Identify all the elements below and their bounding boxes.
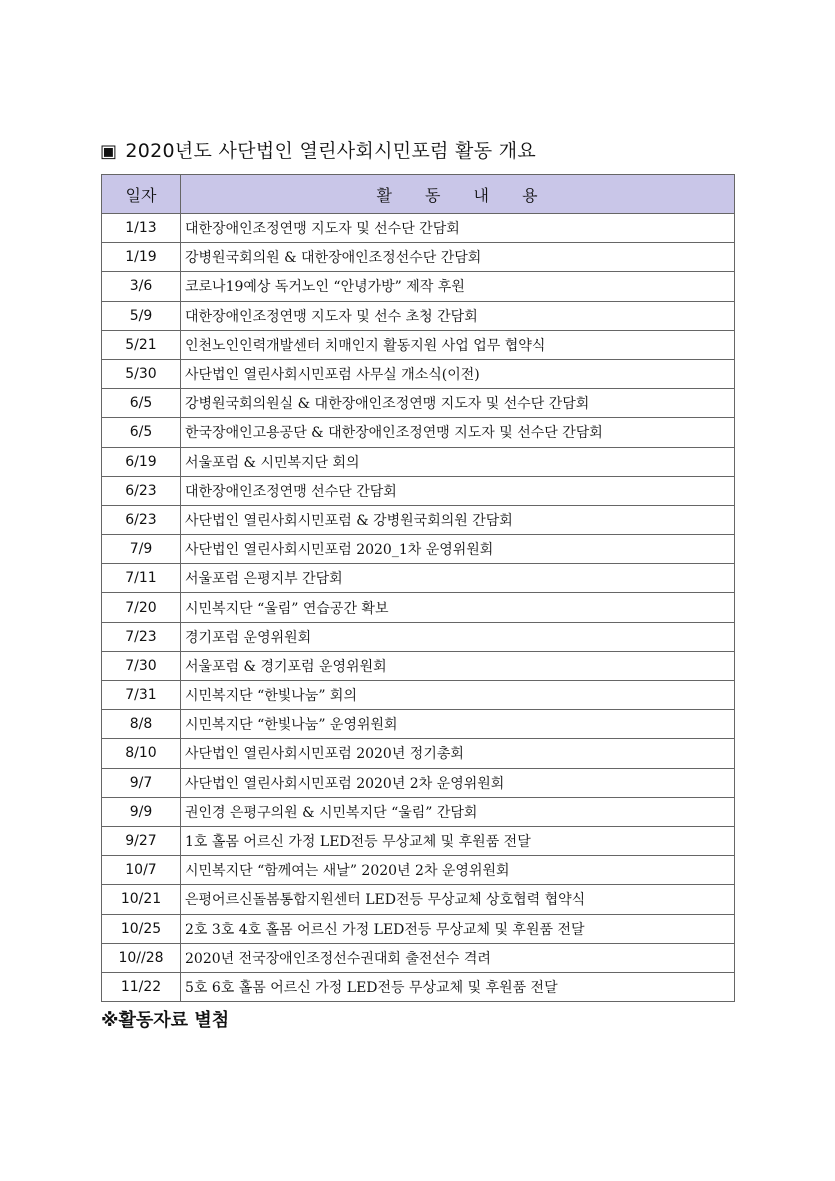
row-content: 경기포럼 운영위원회 [181, 622, 735, 651]
row-content: 시민복지단 “한빛나눔” 회의 [181, 681, 735, 710]
row-date: 7/23 [102, 622, 181, 651]
row-content: 코로나19예상 독거노인 “안녕가방” 제작 후원 [181, 272, 735, 301]
table-row [102, 214, 735, 243]
row-content: 한국장애인고용공단 & 대한장애인조정연맹 지도자 및 선수단 간담회 [181, 418, 735, 447]
row-content: 사단법인 열린사회시민포럼 & 강병원국회의원 간담회 [181, 505, 735, 534]
table-body [102, 214, 735, 1002]
row-date: 10/25 [102, 914, 181, 943]
row-content: 대한장애인조정연맹 지도자 및 선수단 간담회 [181, 214, 735, 243]
row-date: 6/19 [102, 447, 181, 476]
table-row [102, 826, 735, 855]
row-content: 사단법인 열린사회시민포럼 2020년 2차 운영위원회 [181, 768, 735, 797]
row-content: 서울포럼 은평지부 간담회 [181, 564, 735, 593]
row-date: 5/30 [102, 359, 181, 388]
table-row [102, 389, 735, 418]
table-row [102, 505, 735, 534]
table-row [102, 418, 735, 447]
row-content: 5호 6호 홀몸 어르신 가정 LED전등 무상교체 및 후원품 전달 [181, 972, 735, 1001]
row-content: 서울포럼 & 시민복지단 회의 [181, 447, 735, 476]
row-content: 사단법인 열린사회시민포럼 사무실 개소식(이전) [181, 359, 735, 388]
row-content: 시민복지단 “한빛나눔” 운영위원회 [181, 710, 735, 739]
table-row [102, 856, 735, 885]
row-content: 인천노인인력개발센터 치매인지 활동지원 사업 업무 협약식 [181, 330, 735, 359]
row-content: 대한장애인조정연맹 선수단 간담회 [181, 476, 735, 505]
row-date: 6/5 [102, 389, 181, 418]
row-content: 강병원국회의원실 & 대한장애인조정연맹 지도자 및 선수단 간담회 [181, 389, 735, 418]
row-content: 은평어르신돌봄통합지원센터 LED전등 무상교체 상호협력 협약식 [181, 885, 735, 914]
row-content: 2020년 전국장애인조정선수권대회 출전선수 격려 [181, 943, 735, 972]
table-row [102, 972, 735, 1001]
row-date: 7/20 [102, 593, 181, 622]
table-row [102, 301, 735, 330]
table-row [102, 885, 735, 914]
row-date: 7/11 [102, 564, 181, 593]
row-date: 6/5 [102, 418, 181, 447]
table-row [102, 359, 735, 388]
table-row [102, 476, 735, 505]
table-row [102, 914, 735, 943]
row-date: 7/30 [102, 651, 181, 680]
row-date: 1/19 [102, 243, 181, 272]
table-row [102, 768, 735, 797]
row-date: 9/27 [102, 826, 181, 855]
table-row [102, 243, 735, 272]
table-row [102, 330, 735, 359]
row-content: 강병원국회의원 & 대한장애인조정선수단 간담회 [181, 243, 735, 272]
activity-table [101, 174, 735, 1002]
row-content: 대한장애인조정연맹 지도자 및 선수 초청 간담회 [181, 301, 735, 330]
attachment-note: ※활동자료 별첨 [101, 1010, 230, 1031]
row-content: 서울포럼 & 경기포럼 운영위원회 [181, 651, 735, 680]
table-row [102, 710, 735, 739]
row-date: 5/9 [102, 301, 181, 330]
row-date: 9/7 [102, 768, 181, 797]
row-date: 6/23 [102, 505, 181, 534]
row-content: 2호 3호 4호 홀몸 어르신 가정 LED전등 무상교체 및 후원품 전달 [181, 914, 735, 943]
square-marker-icon: ▣ [100, 141, 118, 162]
document-title [100, 136, 536, 163]
table-row [102, 943, 735, 972]
table-row [102, 622, 735, 651]
row-date: 7/31 [102, 681, 181, 710]
row-date: 5/21 [102, 330, 181, 359]
table-row [102, 535, 735, 564]
table-row [102, 272, 735, 301]
row-date: 10/7 [102, 856, 181, 885]
row-date: 9/9 [102, 797, 181, 826]
table-row [102, 564, 735, 593]
row-date: 6/23 [102, 476, 181, 505]
row-content: 1호 홀몸 어르신 가정 LED전등 무상교체 및 후원품 전달 [181, 826, 735, 855]
table-row [102, 651, 735, 680]
row-content: 시민복지단 “함께여는 새날” 2020년 2차 운영위원회 [181, 856, 735, 885]
table-row [102, 739, 735, 768]
row-content: 사단법인 열린사회시민포럼 2020년 정기총회 [181, 739, 735, 768]
table-row [102, 447, 735, 476]
table-row [102, 593, 735, 622]
row-content: 시민복지단 “울림” 연습공간 확보 [181, 593, 735, 622]
row-date: 10//28 [102, 943, 181, 972]
header-content: 활 동 내 용 [181, 175, 735, 214]
title-text: 2020년도 사단법인 열린사회시민포럼 활동 개요 [125, 140, 536, 162]
row-date: 8/10 [102, 739, 181, 768]
row-date: 11/22 [102, 972, 181, 1001]
header-date: 일자 [102, 175, 181, 214]
row-date: 1/13 [102, 214, 181, 243]
row-date: 8/8 [102, 710, 181, 739]
table-row [102, 797, 735, 826]
table-row [102, 681, 735, 710]
row-date: 10/21 [102, 885, 181, 914]
row-date: 3/6 [102, 272, 181, 301]
row-content: 권인경 은평구의원 & 시민복지단 “울림” 간담회 [181, 797, 735, 826]
row-date: 7/9 [102, 535, 181, 564]
row-content: 사단법인 열린사회시민포럼 2020_1차 운영위원회 [181, 535, 735, 564]
table-header-row [102, 175, 735, 214]
